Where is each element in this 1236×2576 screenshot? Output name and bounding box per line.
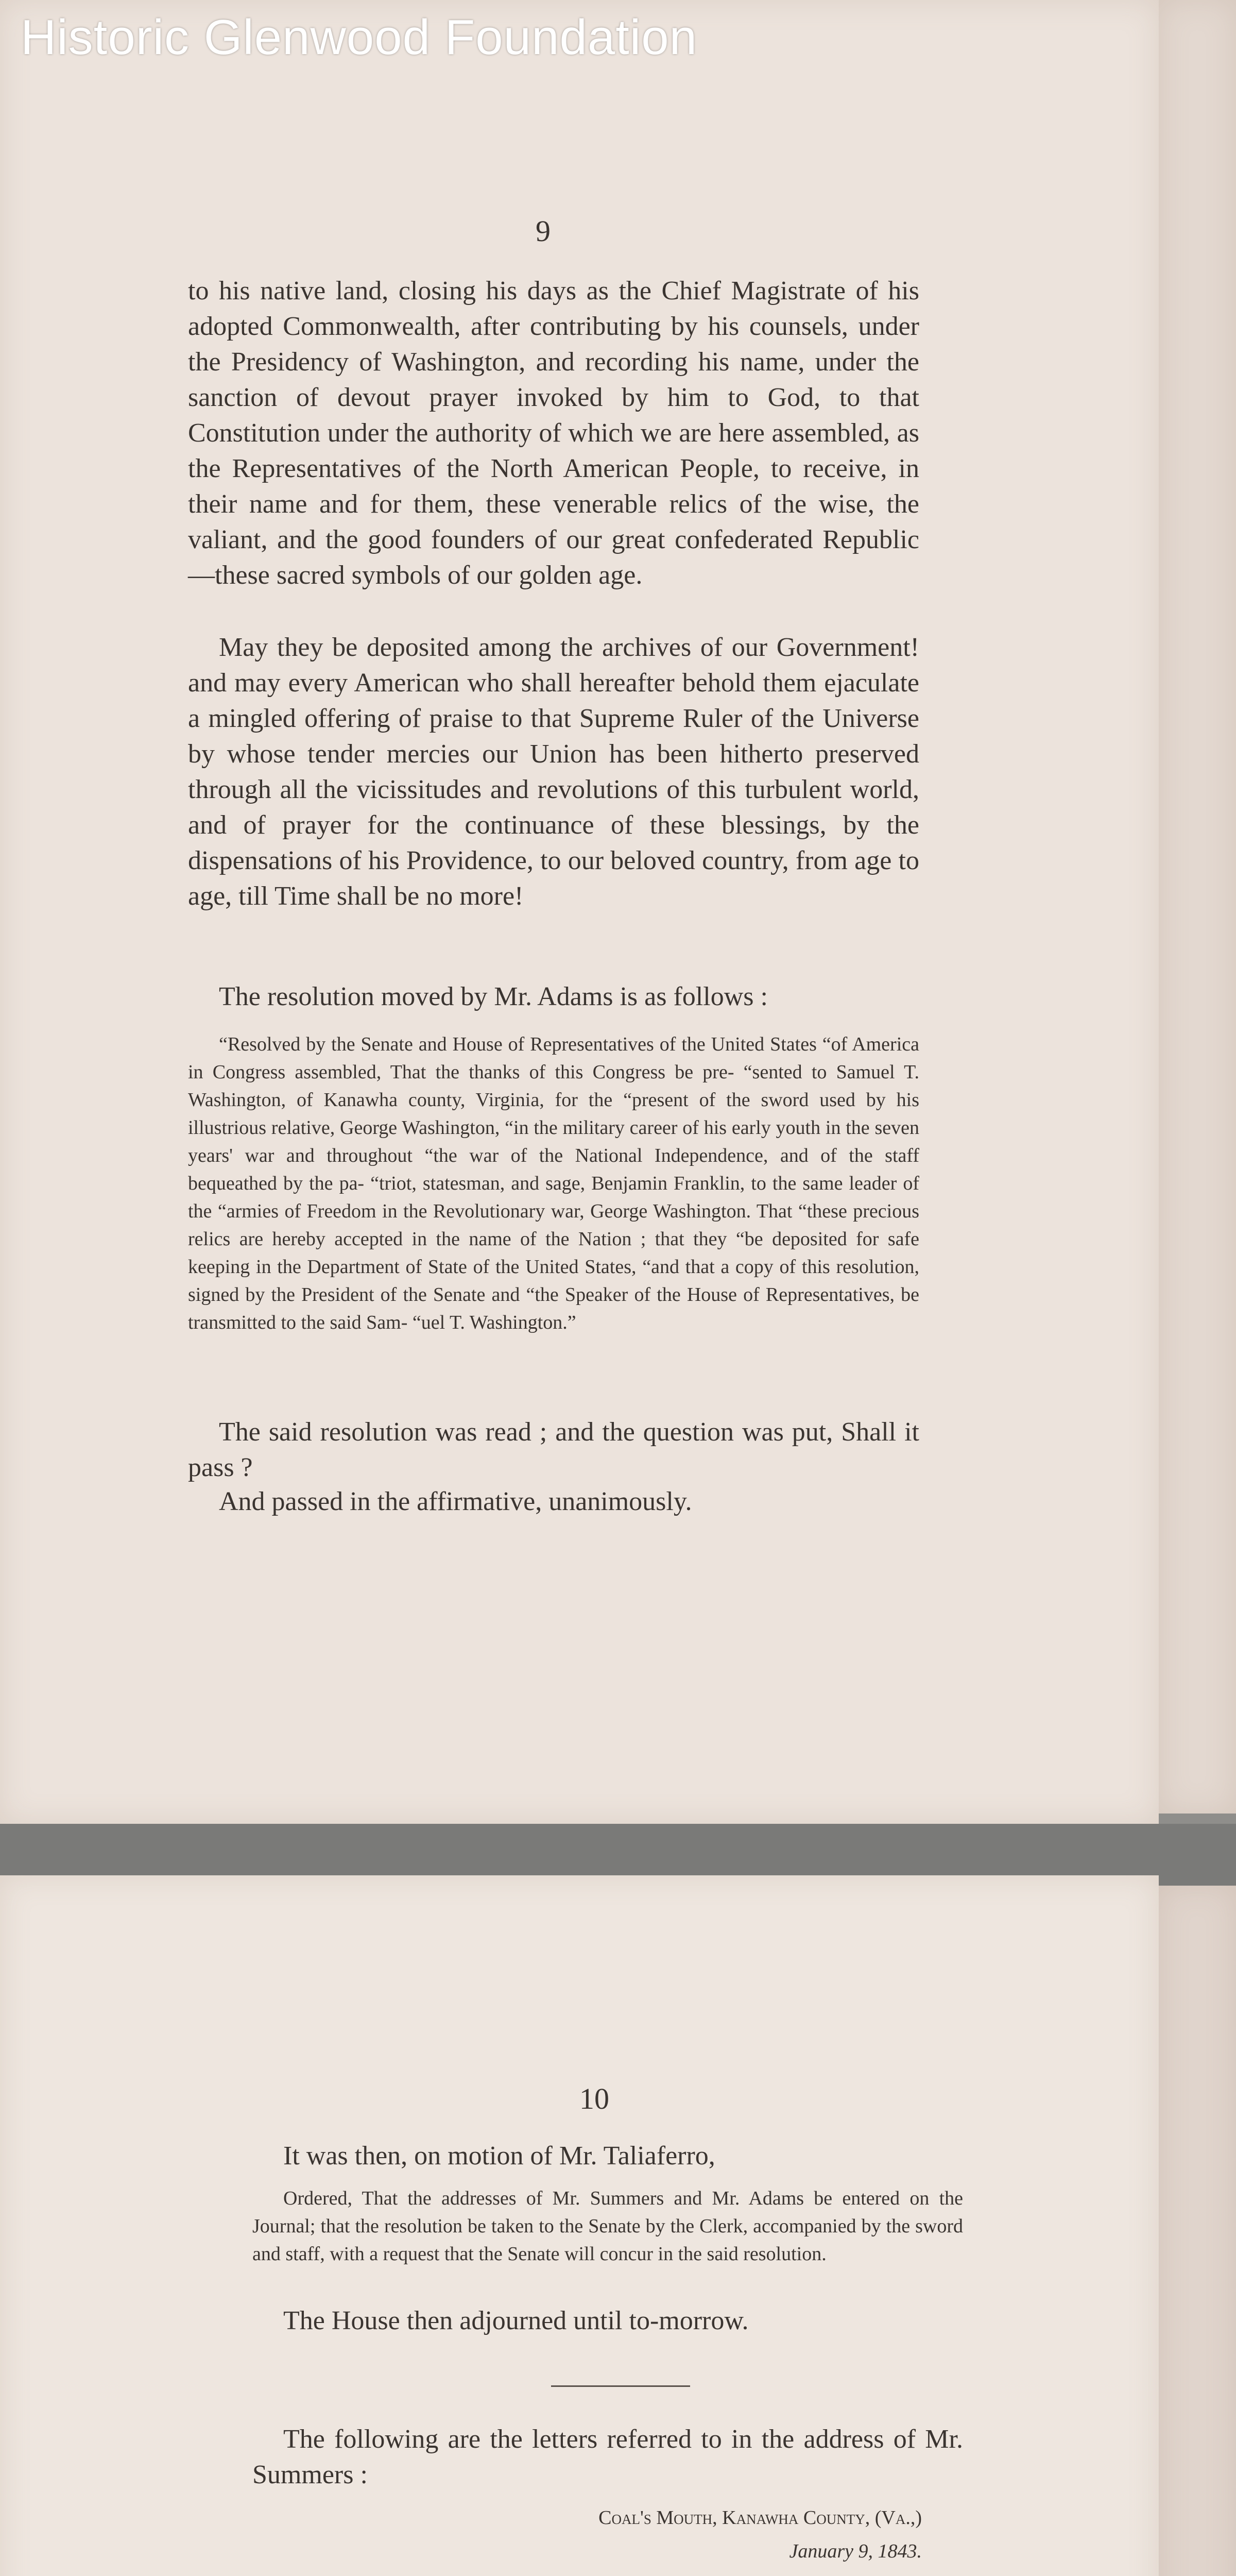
- letter-1-date: January 9, 1843.: [789, 2540, 922, 2562]
- page-9-resolution-text: “Resolved by the Senate and House of Representatives of the United States “of America in Congress assembled, That the thanks of this Congress be pre- “sented to Samuel T. Washington, of Kanawha county, Virginia, for the “present of the sword used by his illustrious relative, George Washington, “in the military career of his early youth in the seven years' war and throughout “the war of the National Independence, and of the staff bequeathed by the pa- “triot, statesman, and sage, Benjamin Franklin, to the same leader of the “armies of Freedom in the Revolutionary war, George Washington. That “these precious relics are hereby accepted in the name of the Nation ; that they “be deposited for safe keeping in the Department of State of the United States, “and that a copy of this resolution, signed by the President of the Senate and “the Speaker of the House of Representatives, be transmitted to the said Sam- “uel T. Washington.”: [188, 1033, 919, 1333]
- page-10-adjourned: The House then adjourned until to-morrow.: [283, 2306, 749, 2335]
- section-divider: [551, 2385, 690, 2387]
- watermark-label: Historic Glenwood Foundation: [21, 10, 698, 65]
- page-10-letters-intro: The following are the letters referred to in the address of Mr. Summers :: [252, 2425, 963, 2489]
- page-9-paragraph-1: to his native land, closing his days as the Chief Magistrate of his adopted Commonwealth, after contributing by his counsels, under the Presidency of Washington, and recording his name, under the sanction of devout prayer invoked by him to God, to that Constitution under the authority of which we are here assembled, as the Representatives of the North American People, to receive, in their name and for them, these venerable relics of the wise, the valiant, and the good founders of our great confederated Republic—these sacred symbols of our golden age.: [188, 276, 919, 590]
- page-number-10: 10: [579, 2082, 609, 2115]
- page-9-resolution-intro: The resolution moved by Mr. Adams is as follows :: [219, 982, 768, 1011]
- page-9-paragraph-2: May they be deposited among the archives of our Government! and may every American who shall hereafter behold them ejaculate a mingled offering of praise to that Supreme Ruler of the Universe by whose tender mercies our Union has been hitherto preserved through all the vicissitudes and revolutions of this turbulent world, and of prayer for the continuance of these blessings, by the dispensations of his Providence, to our beloved country, from age to age, till Time shall be no more!: [188, 633, 919, 911]
- page-10-edge: [1159, 1886, 1236, 2576]
- page-10-motion: It was then, on motion of Mr. Taliaferro,: [283, 2141, 715, 2171]
- page-10-ordered: Ordered, That the addresses of Mr. Summers and Mr. Adams be entered on the Journal; that the resolution be taken to the Senate by the Clerk, accompanied by the sword and staff, with a request that the Senate will concur in the said resolution.: [252, 2188, 963, 2265]
- page-9-edge: [1159, 0, 1236, 1814]
- page-9-paragraph-4: The said resolution was read ; and the question was put, Shall it pass ?: [188, 1417, 919, 1482]
- letter-1-paragraph-1: [252, 2573, 963, 2576]
- page-number-9: 9: [536, 214, 551, 248]
- letter-1-place: Coal's Mouth, Kanawha County, (Va.,): [598, 2507, 922, 2529]
- page-9-paragraph-5: And passed in the affirmative, unanimously.: [219, 1487, 692, 1516]
